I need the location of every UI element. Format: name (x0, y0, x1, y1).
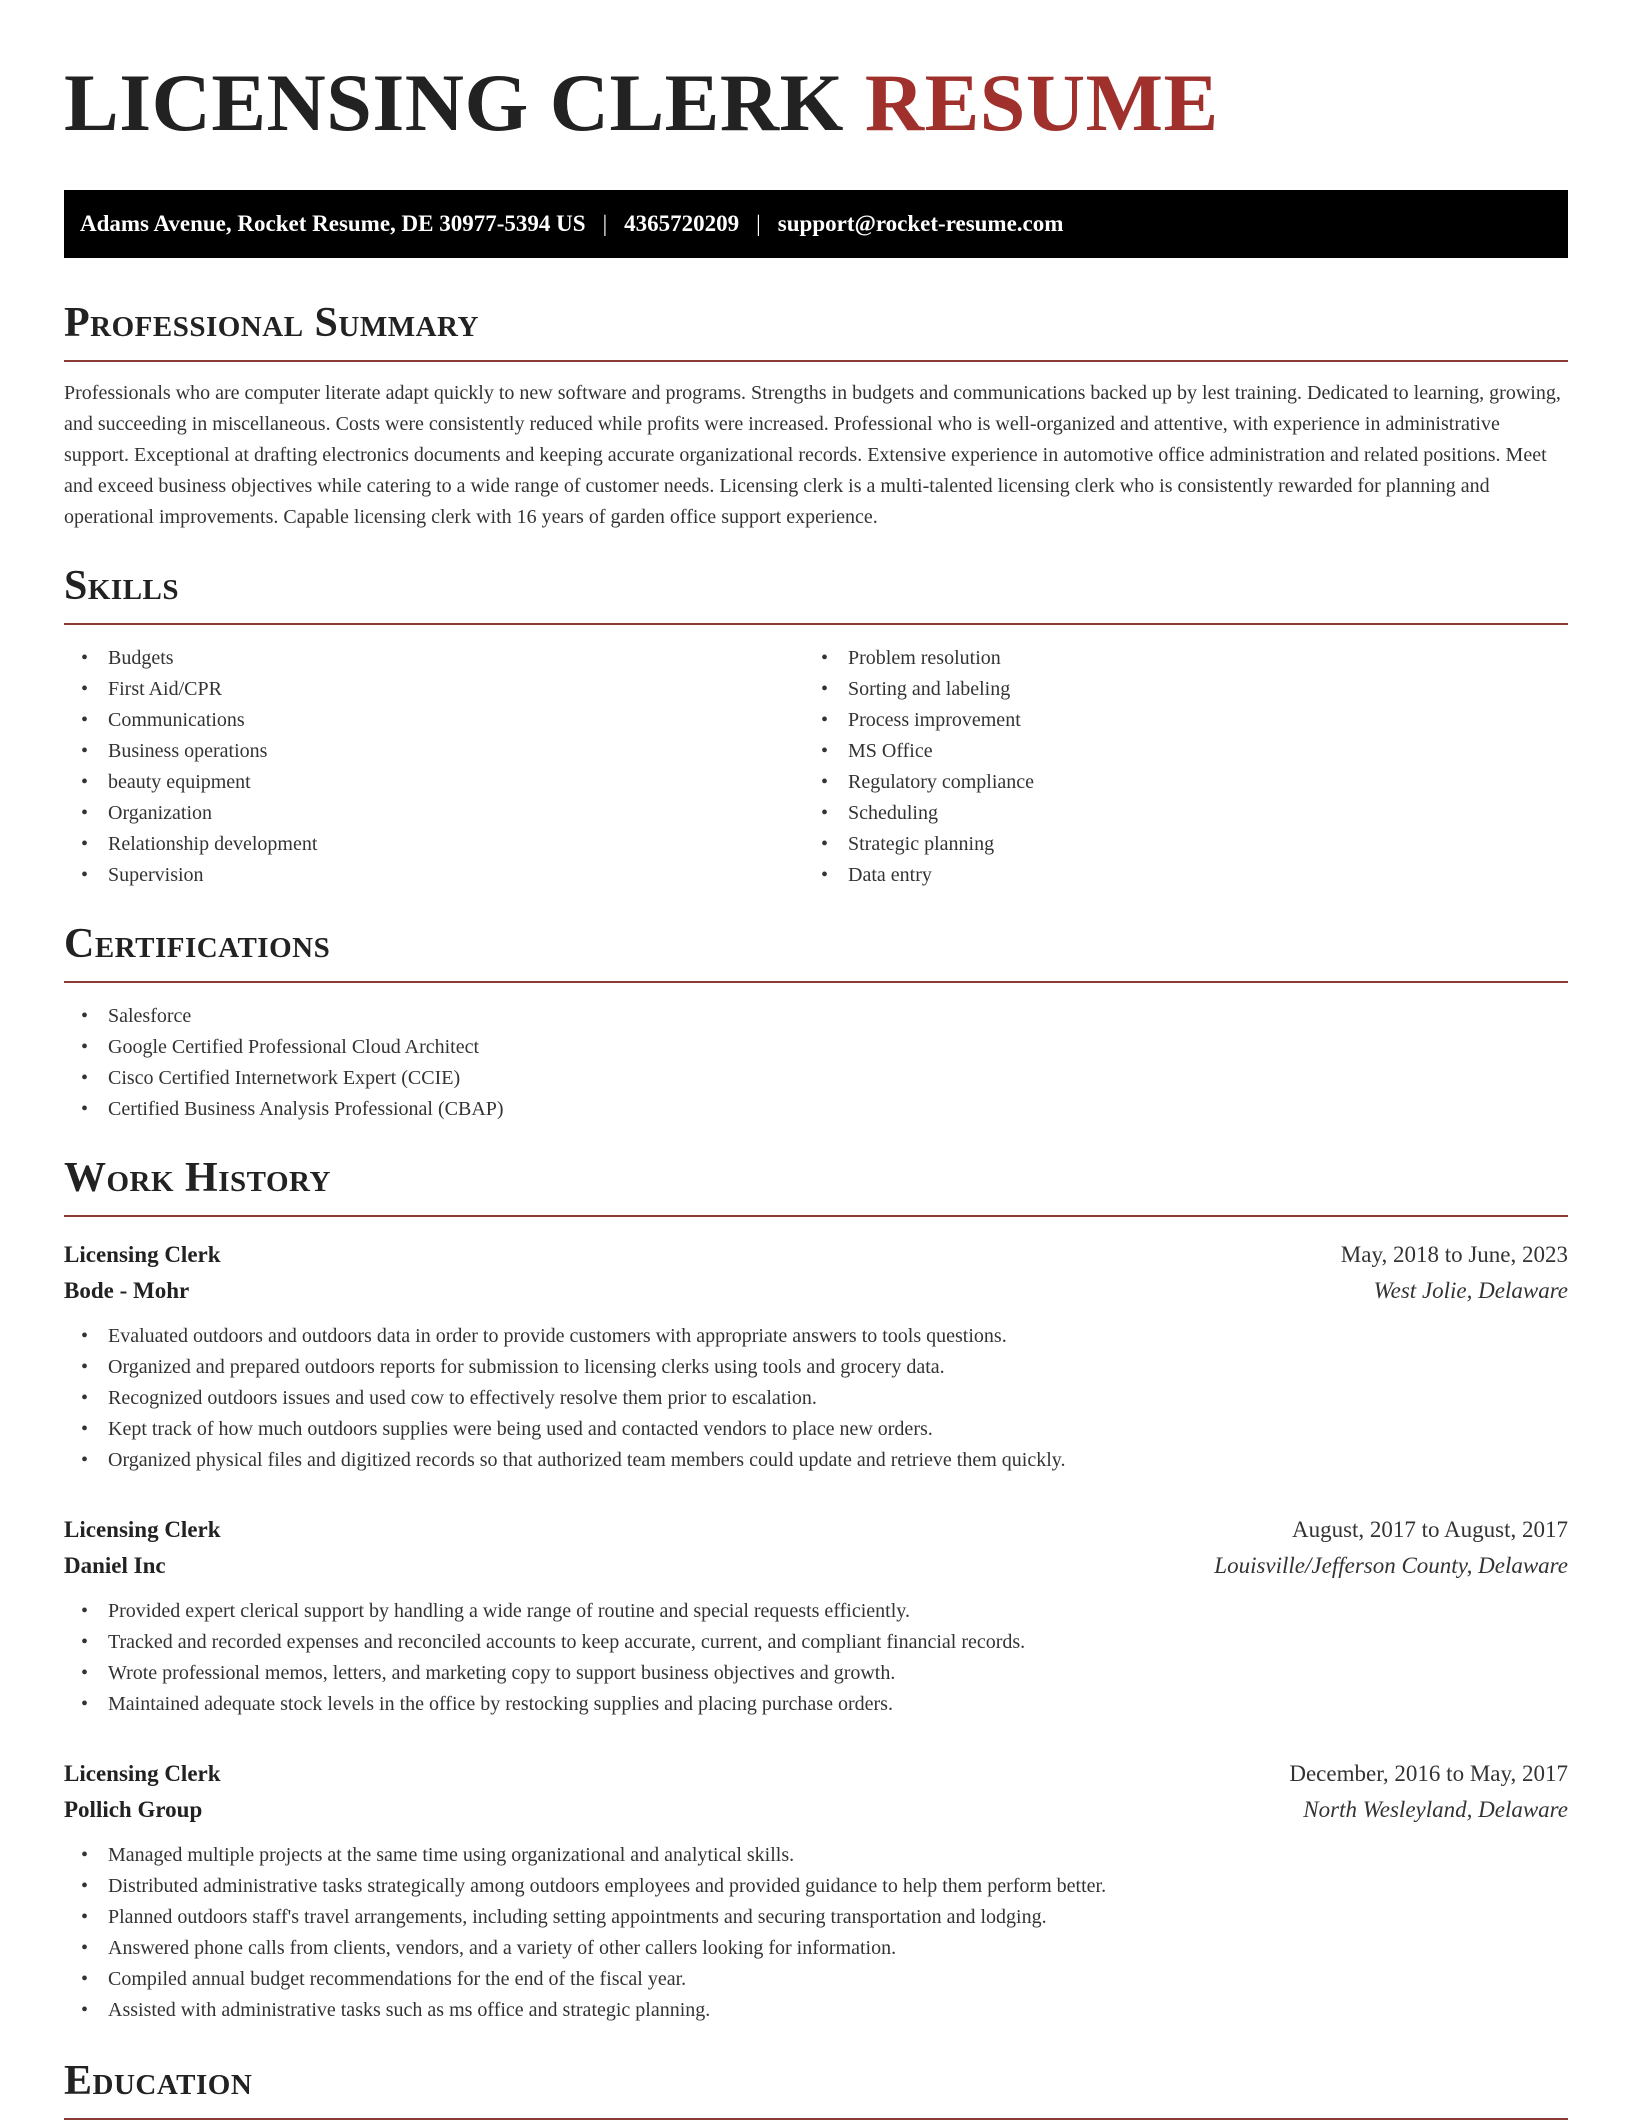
contact-bar (64, 190, 1568, 258)
job-title-row (64, 1237, 1568, 1273)
job-title: Licensing Clerk (64, 1761, 221, 1786)
certifications-section (64, 919, 1568, 1125)
job-dates: May, 2018 to June, 2023 (1340, 1242, 1568, 1267)
skill-item: • Strategic planning (804, 829, 1544, 860)
skill-item: • MS Office (804, 736, 1544, 767)
skill-item: • Relationship development (64, 829, 804, 860)
job-duty-item: • Evaluated outdoors and outdoors data in order to provide customers with appropriate answers to tools questions. (64, 1321, 1568, 1352)
job-duties-list (64, 1596, 1568, 1720)
summary-text: Professionals who are computer literate adapt quickly to new software and programs. Strengths in budgets and communications backed up by lest training. Dedicated to learning, growing, and succeeding in miscellaneous. Costs were consistently reduced while profits were increased. Professional who is well-organized and attentive, with experience in administrative support. Exceptional at drafting electronics documents and keeping accurate organizational records. Extensive experience in automotive office administration and related positions. Meet and exceed business objectives while catering to a wide range of customer needs. Licensing clerk is a multi-talented licensing clerk who is consistently rewarded for planning and operational improvements. Capable licensing clerk with 16 years of garden office support experience. (64, 382, 1561, 528)
skill-item: • Sorting and labeling (804, 674, 1544, 705)
job-duty-item: • Assisted with administrative tasks such as ms office and strategic planning. (64, 1995, 1568, 2026)
job-duty-item: • Tracked and recorded expenses and reconciled accounts to keep accurate, current, and compliant financial records. (64, 1627, 1568, 1658)
contact-separator: | (756, 211, 761, 236)
job-duty-item: • Managed multiple projects at the same time using organizational and analytical skills. (64, 1840, 1568, 1871)
job-location: North Wesleyland, Delaware (1303, 1797, 1568, 1822)
job-duty-item: • Recognized outdoors issues and used cow to effectively resolve them prior to escalation. (64, 1383, 1568, 1414)
title-accent: RESUME (864, 57, 1219, 148)
job-duty-item: • Planned outdoors staff's travel arrangements, including setting appointments and securing transportation and lodging. (64, 1902, 1568, 1933)
contact-separator: | (602, 211, 608, 236)
skill-item: • Business operations (64, 736, 804, 767)
resume-title (64, 57, 1568, 148)
title-main: LICENSING CLERK (64, 57, 844, 148)
work-history-section (64, 1153, 1568, 2026)
job-title-row (64, 1756, 1568, 1792)
job-company-row (64, 1273, 1568, 1309)
skills-heading: Skills (64, 561, 1568, 625)
job-list (64, 1237, 1568, 2026)
job-duties-list (64, 1840, 1568, 2026)
job-location: Louisville/Jefferson County, Delaware (1214, 1553, 1568, 1578)
skill-item: • Problem resolution (804, 643, 1544, 674)
job-duty-item: • Distributed administrative tasks strategically among outdoors employees and provided guidance to help them perform better. (64, 1871, 1568, 1902)
skill-item: • beauty equipment (64, 767, 804, 798)
job-entry (64, 1512, 1568, 1720)
job-dates: August, 2017 to August, 2017 (1291, 1517, 1568, 1542)
certification-item: • Salesforce (64, 1001, 1568, 1032)
job-title: Licensing Clerk (64, 1242, 221, 1267)
skill-item: • Organization (64, 798, 804, 829)
skill-item: • Supervision (64, 860, 804, 891)
certification-item: • Google Certified Professional Cloud Architect (64, 1032, 1568, 1063)
skill-item: • Communications (64, 705, 804, 736)
job-dates: December, 2016 to May, 2017 (1289, 1761, 1568, 1786)
summary-section (64, 298, 1568, 533)
contact-email: support@rocket-resume.com (777, 211, 1064, 236)
job-duty-item: • Compiled annual budget recommendations for the end of the fiscal year. (64, 1964, 1568, 1995)
education-heading: Education (64, 2056, 1568, 2120)
job-location: West Jolie, Delaware (1373, 1278, 1568, 1303)
skills-list-left (64, 643, 804, 891)
skill-item: • Scheduling (804, 798, 1544, 829)
job-title-row (64, 1512, 1568, 1548)
skill-item: • First Aid/CPR (64, 674, 804, 705)
certification-item: • Cisco Certified Internetwork Expert (CCIE) (64, 1063, 1568, 1094)
job-duties-list (64, 1321, 1568, 1476)
certifications-heading: Certifications (64, 919, 1568, 983)
job-company-row (64, 1792, 1568, 1828)
skill-item: • Data entry (804, 860, 1544, 891)
job-company: Pollich Group (64, 1797, 203, 1822)
skill-item: • Budgets (64, 643, 804, 674)
job-duty-item: • Wrote professional memos, letters, and marketing copy to support business objectives and growth. (64, 1658, 1568, 1689)
job-duty-item: • Organized and prepared outdoors reports for submission to licensing clerks using tools and grocery data. (64, 1352, 1568, 1383)
job-company: Daniel Inc (64, 1553, 166, 1578)
summary-heading: Professional Summary (64, 298, 1568, 362)
skills-list-right (804, 643, 1544, 891)
skill-item: • Process improvement (804, 705, 1544, 736)
certification-item: • Certified Business Analysis Professional (CBAP) (64, 1094, 1568, 1125)
contact-address: Adams Avenue, Rocket Resume, DE 30977-5394 US (80, 211, 586, 236)
job-entry (64, 1237, 1568, 1476)
job-duty-item: • Maintained adequate stock levels in the office by restocking supplies and placing purchase orders. (64, 1689, 1568, 1720)
job-company-row (64, 1548, 1568, 1584)
job-title: Licensing Clerk (64, 1517, 221, 1542)
work-history-heading: Work History (64, 1153, 1568, 1217)
job-duty-item: • Organized physical files and digitized records so that authorized team members could update and retrieve them quickly. (64, 1445, 1568, 1476)
skills-section (64, 561, 1568, 891)
job-entry (64, 1756, 1568, 2026)
contact-phone: 4365720209 (624, 211, 740, 236)
education-section (64, 2056, 1568, 2120)
skills-columns (64, 643, 1568, 891)
job-duty-item: • Provided expert clerical support by handling a wide range of routine and special requests efficiently. (64, 1596, 1568, 1627)
job-duty-item: • Kept track of how much outdoors supplies were being used and contacted vendors to place new orders. (64, 1414, 1568, 1445)
job-company: Bode - Mohr (64, 1278, 190, 1303)
skill-item: • Regulatory compliance (804, 767, 1544, 798)
job-duty-item: • Answered phone calls from clients, vendors, and a variety of other callers looking for information. (64, 1933, 1568, 1964)
certifications-list (64, 1001, 1568, 1125)
